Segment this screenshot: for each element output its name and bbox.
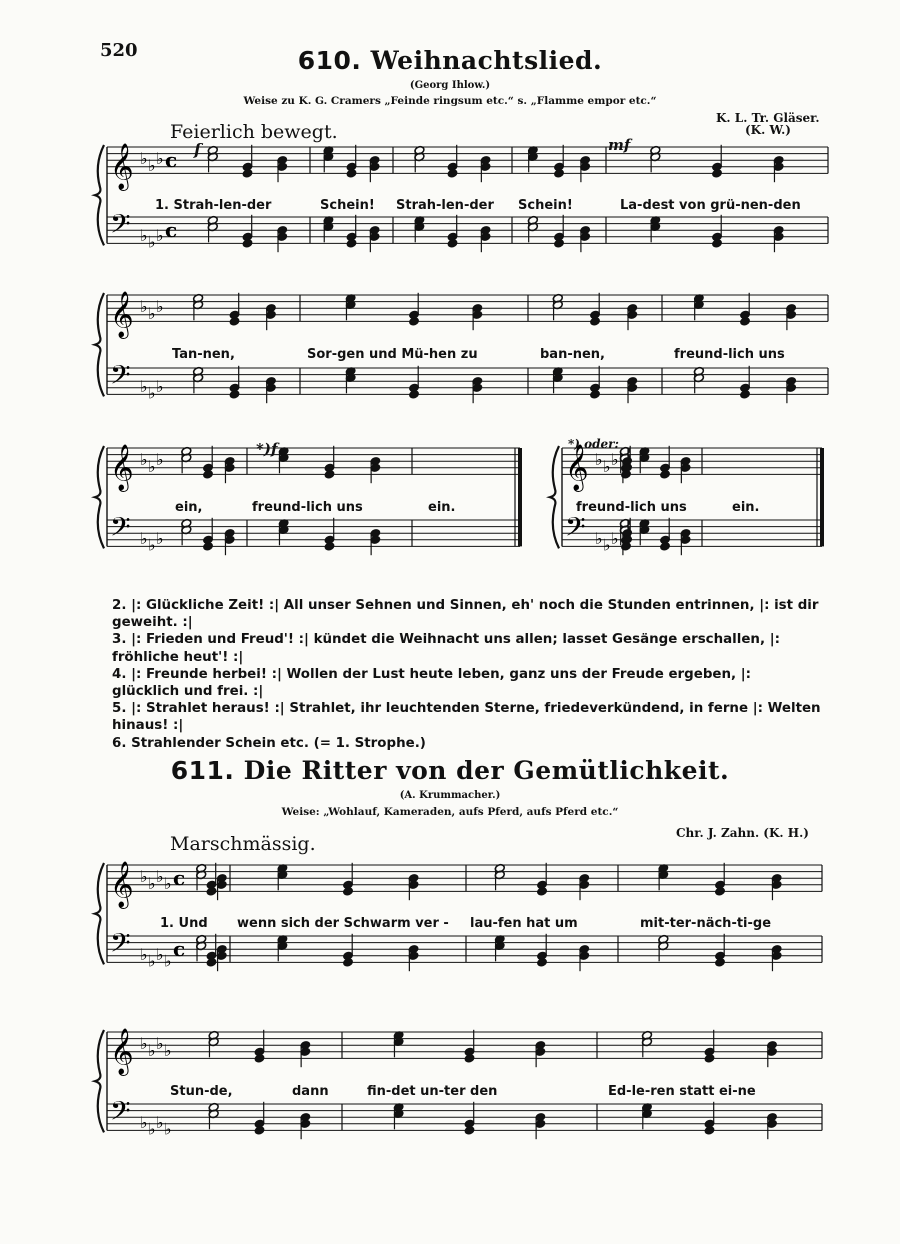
song-610-author: K. L. Tr. Gläser.: [716, 111, 820, 125]
flat-sign: ♭: [140, 1034, 148, 1054]
flat-sign: ♭: [140, 297, 148, 317]
note-head: [242, 169, 253, 179]
flat-sign: ♭: [156, 1112, 164, 1132]
note-head: [715, 958, 726, 968]
note-head: [203, 470, 214, 480]
lyric-610-3-b: freund-lich uns: [252, 500, 363, 515]
note-head: [409, 317, 420, 327]
note-head: [554, 239, 565, 249]
flat-sign: ♭: [140, 528, 148, 548]
lyric-611-1-c: lau-fen hat um: [470, 916, 578, 931]
note-head: [464, 1054, 475, 1064]
note-head: [229, 390, 240, 400]
lyric-610-1-b: Schein!: [320, 198, 375, 213]
bass-clef: 𝄢: [110, 208, 131, 247]
brace: [95, 293, 104, 396]
flat-sign: ♭: [156, 376, 164, 396]
note-head: [704, 1054, 715, 1064]
lyric-610-2-c: ban-nen,: [540, 347, 605, 362]
note-head: [590, 317, 601, 327]
lyric-610-1-a: 1. Strah-len-der: [155, 198, 272, 213]
treble-clef: 𝄞: [110, 143, 134, 190]
note-head: [346, 169, 357, 179]
song-610-number: 610.: [297, 46, 362, 75]
flat-sign: ♭: [148, 1040, 156, 1060]
note-head: [206, 887, 217, 897]
song-611-number: 611.: [170, 756, 235, 785]
lyric-610-alt-b: ein.: [732, 500, 760, 515]
flat-sign: ♭: [156, 944, 164, 964]
lyric-610-3-a: ein,: [175, 500, 203, 515]
verse-3: 3. |: Frieden und Freud'! :| kündet die Weihnacht uns allen; lasset Gesänge erschallen, |: fröhliche heut'! :|: [112, 632, 780, 665]
flat-sign: ♭: [611, 450, 619, 470]
flat-sign: ♭: [164, 1040, 172, 1060]
flat-sign: ♭: [140, 225, 148, 245]
flat-sign: ♭: [156, 528, 164, 548]
song-611-title-text: Die Ritter von der Gemütlichkeit.: [243, 756, 730, 785]
lyric-610-2-b: Sor-gen und Mü-hen zu: [307, 347, 478, 362]
flat-sign: ♭: [140, 1112, 148, 1132]
note-head: [254, 1054, 265, 1064]
note-head: [537, 887, 548, 897]
lyric-611-2-c: fin-det un-ter den: [367, 1084, 498, 1099]
flat-sign: ♭: [611, 528, 619, 548]
flat-sign: ♭: [156, 297, 164, 317]
flat-sign: ♭: [148, 383, 156, 403]
song-611-composer: (A. Krummacher.): [399, 790, 501, 801]
verse-2: 2. |: Glückliche Zeit! :| All unser Sehnen und Sinnen, eh' noch die Stunden entrinnen, |: ist dir geweiht. :|: [112, 598, 819, 631]
lyric-611-1-b: wenn sich der Schwarm ver -: [237, 916, 449, 931]
brace: [95, 863, 104, 964]
page-number: 520: [100, 40, 138, 61]
song-610-title-text: Weihnachtslied.: [370, 46, 603, 75]
time-signature: c: [173, 936, 186, 961]
lyric-610-alt-a: freund-lich uns: [576, 500, 687, 515]
time-signature: c: [165, 217, 178, 242]
notation-marks: [110, 143, 797, 1139]
note-head: [704, 1126, 715, 1136]
time-signature: c: [165, 147, 178, 172]
note-head: [715, 887, 726, 897]
verse-4: 4. |: Freunde herbei! :| Wollen der Lust heute leben, ganz uns der Freude ergeben, |: glücklich und frei. :|: [112, 666, 752, 700]
note-head: [346, 239, 357, 249]
flat-sign: ♭: [156, 149, 164, 169]
staff-systems: [95, 145, 828, 1132]
note-head: [324, 542, 335, 552]
alternative-label: *) oder:: [568, 437, 619, 451]
treble-clef: 𝄞: [110, 291, 134, 338]
verse-6: 6. Strahlender Schein etc. (= 1. Strophe.): [112, 735, 426, 751]
flat-sign: ♭: [148, 303, 156, 323]
note-head: [660, 470, 671, 480]
bass-clef: 𝄢: [565, 511, 586, 550]
lyric-610-1-d: Schein!: [518, 198, 573, 213]
note-head: [712, 169, 723, 179]
note-head: [464, 1126, 475, 1136]
note-head: [409, 390, 420, 400]
note-head: [343, 887, 354, 897]
song-610-tempo: Feierlich bewegt.: [170, 121, 338, 143]
brace: [95, 1030, 104, 1132]
flat-sign: ♭: [140, 376, 148, 396]
flat-sign: ♭: [156, 867, 164, 887]
flat-sign: ♭: [148, 1119, 156, 1139]
flat-sign: ♭: [156, 1034, 164, 1054]
brace: [550, 446, 559, 548]
note-head: [554, 169, 565, 179]
flat-sign: ♭: [156, 225, 164, 245]
flat-sign: ♭: [148, 873, 156, 893]
lyric-611-2-a: Stun-de,: [170, 1084, 233, 1099]
dynamic-mf: mf: [608, 136, 631, 154]
verse-5: 5. |: Strahlet heraus! :| Strahlet, ihr leuchtenden Sterne, friedeverkündend, in ferne |: Welten hinaus! :|: [112, 701, 821, 734]
lyric-611-1-d: mit-ter-näch-ti-ge: [640, 916, 772, 931]
footnote-f: *)f: [256, 440, 278, 458]
flat-sign: ♭: [140, 867, 148, 887]
note-head: [203, 542, 214, 552]
flat-sign: ♭: [603, 456, 611, 476]
lyric-611-2-b: dann: [292, 1084, 329, 1099]
flat-sign: ♭: [603, 535, 611, 555]
note-head: [712, 239, 723, 249]
song-610-author-tag: (K. W.): [745, 123, 791, 137]
song-610-composer: (Georg Ihlow.): [409, 80, 491, 91]
lyric-611-1-a: 1. Und: [160, 916, 208, 931]
flat-sign: ♭: [164, 1119, 172, 1139]
note-head: [254, 1126, 265, 1136]
flat-sign: ♭: [164, 951, 172, 971]
note-head: [447, 239, 458, 249]
note-head: [324, 470, 335, 480]
song-611-author: Chr. J. Zahn. (K. H.): [676, 826, 809, 840]
note-head: [740, 317, 751, 327]
flat-sign: ♭: [156, 450, 164, 470]
bass-clef: 𝄢: [110, 1095, 131, 1134]
bass-clef: 𝄢: [110, 511, 131, 550]
lyric-610-1-c: Strah-len-der: [396, 198, 494, 213]
note-head: [229, 317, 240, 327]
brace: [95, 145, 104, 245]
flat-sign: ♭: [140, 149, 148, 169]
note-head: [590, 390, 601, 400]
treble-clef: 𝄞: [565, 444, 589, 491]
flat-sign: ♭: [148, 232, 156, 252]
note-head: [447, 169, 458, 179]
note-head: [740, 390, 751, 400]
flat-sign: ♭: [148, 456, 156, 476]
lyric-610-2-d: freund-lich uns: [674, 347, 785, 362]
song-610-tune-note: Weise zu K. G. Cramers „Feinde ringsum etc.“ s. „Flamme empor etc.“: [243, 95, 657, 107]
treble-clef: 𝄞: [110, 861, 134, 908]
flat-sign: ♭: [148, 155, 156, 175]
song-611-tune-note: Weise: „Wohlauf, Kameraden, aufs Pferd, aufs Pferd etc.“: [281, 806, 619, 818]
flat-sign: ♭: [148, 951, 156, 971]
note-head: [343, 958, 354, 968]
note-head: [206, 958, 217, 968]
lyric-610-2-a: Tan-nen,: [172, 347, 235, 362]
treble-clef: 𝄞: [110, 444, 134, 491]
note-head: [660, 542, 671, 552]
bass-clef: 𝄢: [110, 927, 131, 966]
bass-clef: 𝄢: [110, 359, 131, 398]
song-611-tempo: Marschmässig.: [170, 833, 316, 855]
flat-sign: ♭: [140, 944, 148, 964]
flat-sign: ♭: [148, 535, 156, 555]
lyric-611-2-d: Ed-le-ren statt ei-ne: [608, 1084, 756, 1099]
time-signature: c: [173, 865, 186, 890]
flat-sign: ♭: [595, 450, 603, 470]
treble-clef: 𝄞: [110, 1028, 134, 1075]
lyric-610-1-e: La-dest von grü-nen-den: [620, 198, 801, 213]
flat-sign: ♭: [140, 450, 148, 470]
note-head: [537, 958, 548, 968]
brace: [95, 446, 104, 548]
flat-sign: ♭: [164, 873, 172, 893]
flat-sign: ♭: [595, 528, 603, 548]
note-head: [242, 239, 253, 249]
lyric-610-3-c: ein.: [428, 500, 456, 515]
dynamic-f: f: [194, 140, 201, 159]
